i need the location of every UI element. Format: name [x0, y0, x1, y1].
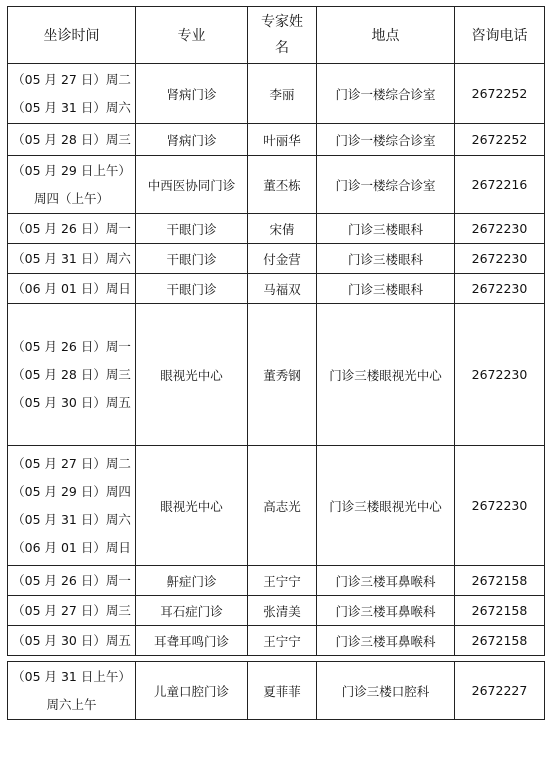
table-row	[8, 244, 545, 274]
table-row	[8, 124, 545, 156]
table-row	[8, 156, 545, 214]
time-entry: （06 月 01 日）周日	[12, 539, 131, 555]
location-cell: 门诊三楼耳鼻喉科	[317, 596, 455, 626]
expert-cell: 董秀钢	[248, 304, 317, 446]
phone-cell: 2672230	[455, 274, 545, 304]
location-cell: 门诊三楼眼科	[317, 244, 455, 274]
header-specialty: 专业	[136, 7, 248, 64]
expert-cell: 张清美	[248, 596, 317, 626]
expert-cell: 王宁宁	[248, 566, 317, 596]
specialty-cell: 干眼门诊	[136, 244, 248, 274]
table-row	[8, 214, 545, 244]
specialty-cell: 眼视光中心	[136, 304, 248, 446]
table-row	[8, 566, 545, 596]
table-row	[8, 274, 545, 304]
specialty-cell: 肾病门诊	[136, 124, 248, 156]
time-cell	[8, 214, 136, 244]
phone-cell: 2672227	[455, 662, 545, 720]
specialty-cell: 耳石症门诊	[136, 596, 248, 626]
specialty-cell: 眼视光中心	[136, 446, 248, 566]
location-cell: 门诊一楼综合诊室	[317, 124, 455, 156]
phone-cell: 2672230	[455, 244, 545, 274]
header-phone: 咨询电话	[455, 7, 545, 64]
time-entry: （05 月 29 日上午）	[12, 162, 131, 178]
time-entry: （05 月 31 日）周六	[12, 250, 131, 266]
schedule-table	[7, 6, 545, 720]
expert-cell: 叶丽华	[248, 124, 317, 156]
time-entry: （05 月 30 日）周五	[12, 394, 131, 410]
time-entry: （05 月 27 日）周二	[12, 455, 131, 471]
expert-cell: 李丽	[248, 64, 317, 124]
table-row	[8, 446, 545, 566]
time-entry: （05 月 28 日）周三	[12, 366, 131, 382]
phone-cell: 2672216	[455, 156, 545, 214]
header-time: 坐诊时间	[8, 7, 136, 64]
time-entry: （05 月 28 日）周三	[12, 131, 131, 147]
time-entry: 周六上午	[46, 696, 97, 712]
time-cell	[8, 274, 136, 304]
table-row	[8, 662, 545, 720]
time-cell	[8, 64, 136, 124]
specialty-cell: 鼾症门诊	[136, 566, 248, 596]
time-cell	[8, 446, 136, 566]
location-cell: 门诊三楼眼视光中心	[317, 446, 455, 566]
expert-cell: 马福双	[248, 274, 317, 304]
table-row	[8, 626, 545, 656]
time-cell	[8, 156, 136, 214]
time-entry: （05 月 26 日）周一	[12, 572, 131, 588]
header-expert: 专家姓名	[248, 7, 317, 64]
location-cell: 门诊三楼眼科	[317, 214, 455, 244]
specialty-cell: 中西医协同门诊	[136, 156, 248, 214]
time-cell	[8, 662, 136, 720]
time-entry: （05 月 27 日）周二	[12, 71, 131, 87]
location-cell: 门诊一楼综合诊室	[317, 156, 455, 214]
phone-cell: 2672158	[455, 626, 545, 656]
time-cell	[8, 244, 136, 274]
time-cell	[8, 304, 136, 446]
expert-cell: 宋倩	[248, 214, 317, 244]
location-cell: 门诊一楼综合诊室	[317, 64, 455, 124]
phone-cell: 2672230	[455, 304, 545, 446]
header-location: 地点	[317, 7, 455, 64]
location-cell: 门诊三楼眼科	[317, 274, 455, 304]
specialty-cell: 干眼门诊	[136, 274, 248, 304]
time-entry: 周四（上午）	[33, 190, 109, 206]
specialty-cell: 儿童口腔门诊	[136, 662, 248, 720]
time-entry: （05 月 31 日）周六	[12, 511, 131, 527]
time-entry: （05 月 26 日）周一	[12, 338, 131, 354]
phone-cell: 2672252	[455, 64, 545, 124]
time-entry: （05 月 29 日）周四	[12, 483, 131, 499]
time-entry: （05 月 27 日）周三	[12, 602, 131, 618]
time-cell	[8, 566, 136, 596]
time-cell	[8, 626, 136, 656]
specialty-cell: 耳聋耳鸣门诊	[136, 626, 248, 656]
expert-cell: 高志光	[248, 446, 317, 566]
table-row	[8, 596, 545, 626]
phone-cell: 2672252	[455, 124, 545, 156]
phone-cell: 2672158	[455, 566, 545, 596]
time-entry: （05 月 31 日）周六	[12, 99, 131, 115]
expert-cell: 付金营	[248, 244, 317, 274]
time-entry: （05 月 31 日上午）	[12, 668, 131, 684]
specialty-cell: 肾病门诊	[136, 64, 248, 124]
expert-cell: 王宁宁	[248, 626, 317, 656]
schedule-table-container	[7, 6, 545, 720]
table-row	[8, 64, 545, 124]
table-body	[8, 64, 545, 720]
table-row	[8, 304, 545, 446]
location-cell: 门诊三楼耳鼻喉科	[317, 566, 455, 596]
phone-cell: 2672230	[455, 446, 545, 566]
location-cell: 门诊三楼口腔科	[317, 662, 455, 720]
phone-cell: 2672158	[455, 596, 545, 626]
header-row	[8, 7, 545, 64]
location-cell: 门诊三楼耳鼻喉科	[317, 626, 455, 656]
expert-cell: 夏菲菲	[248, 662, 317, 720]
time-cell	[8, 124, 136, 156]
phone-cell: 2672230	[455, 214, 545, 244]
expert-cell: 董丕栋	[248, 156, 317, 214]
time-entry: （05 月 26 日）周一	[12, 220, 131, 236]
specialty-cell: 干眼门诊	[136, 214, 248, 244]
time-entry: （05 月 30 日）周五	[12, 632, 131, 648]
time-cell	[8, 596, 136, 626]
location-cell: 门诊三楼眼视光中心	[317, 304, 455, 446]
time-entry: （06 月 01 日）周日	[12, 280, 131, 296]
